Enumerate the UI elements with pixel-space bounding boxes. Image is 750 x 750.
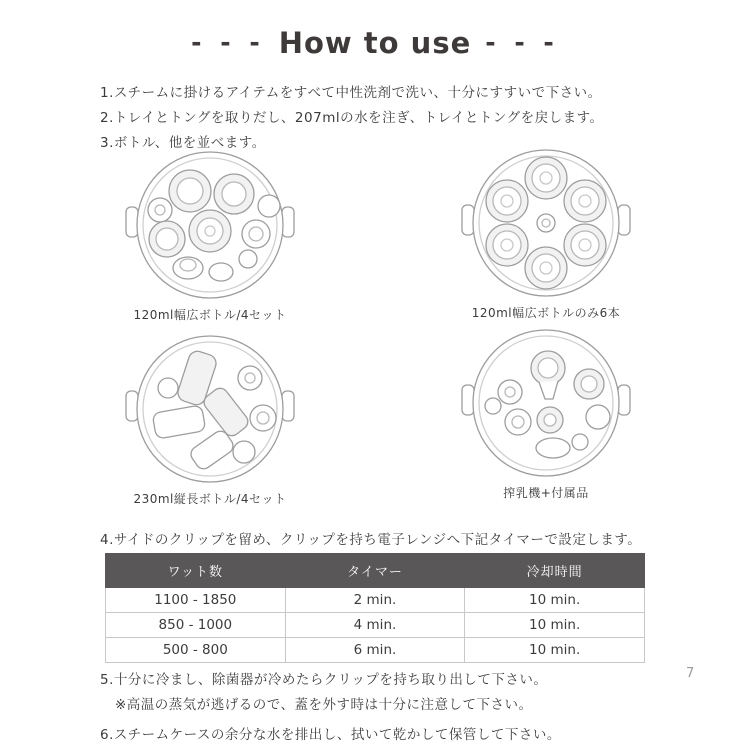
diagram-230ml-tall-4set bbox=[100, 330, 320, 507]
step-1: 1.スチームに掛けるアイテムをすべて中性洗剤で洗い、十分にすすいで下さい。 bbox=[100, 85, 602, 101]
title-dash-right: - - - bbox=[485, 28, 559, 57]
diagram-120ml-wide-6 bbox=[436, 144, 656, 321]
table-row bbox=[106, 613, 645, 638]
sterilizer-top-view-tall-bottles-illustration bbox=[122, 330, 298, 488]
step-2: 2.トレイとトングを取りだし、207mlの水を注ぎ、トレイとトングを戻します。 bbox=[100, 110, 604, 126]
page-title-text: How to use bbox=[278, 26, 472, 60]
step-6: 6.スチームケースの余分な水を排出し、拭いて乾かして保管して下さい。 bbox=[100, 727, 561, 743]
diagram-caption: 120ml幅広ボトルのみ6本 bbox=[471, 306, 621, 320]
sterilizer-top-view-wide-bottles-4set-illustration bbox=[122, 146, 298, 304]
step-3: 3.ボトル、他を並べます。 bbox=[100, 135, 266, 151]
sterilizer-top-view-six-wide-bottles-illustration bbox=[458, 144, 634, 302]
table-row bbox=[106, 638, 645, 663]
diagram-caption: 230ml縦長ボトル/4セット bbox=[133, 492, 287, 506]
table-header-timer: タイマー bbox=[285, 554, 465, 588]
diagram-120ml-wide-4set bbox=[100, 146, 320, 323]
microwave-timer-table bbox=[105, 553, 645, 663]
table-cell-cooling: 10 min. bbox=[465, 613, 645, 638]
step-5-note: ※高温の蒸気が逃げるので、蓋を外す時は十分に注意して下さい。 bbox=[115, 697, 533, 713]
diagram-breast-pump-accessories bbox=[436, 324, 656, 501]
table-cell-cooling: 10 min. bbox=[465, 638, 645, 663]
table-cell-timer: 6 min. bbox=[285, 638, 465, 663]
table-header-row bbox=[106, 554, 645, 588]
table-cell-timer: 4 min. bbox=[285, 613, 465, 638]
step-5: 5.十分に冷まし、除菌器が冷めたらクリップを持ち取り出して下さい。 bbox=[100, 672, 548, 688]
table-cell-wattage: 850 - 1000 bbox=[106, 613, 286, 638]
page-number: 7 bbox=[686, 666, 695, 681]
page-title bbox=[0, 26, 750, 60]
table-row bbox=[106, 588, 645, 613]
table-cell-wattage: 1100 - 1850 bbox=[106, 588, 286, 613]
table-cell-timer: 2 min. bbox=[285, 588, 465, 613]
table-header-cooling: 冷却時間 bbox=[465, 554, 645, 588]
step-4: 4.サイドのクリップを留め、クリップを持ち電子レンジへ下記タイマーで設定します。 bbox=[100, 532, 642, 548]
diagram-caption: 120ml幅広ボトル/4セット bbox=[133, 308, 287, 322]
diagram-caption: 搾乳機+付属品 bbox=[503, 486, 589, 500]
table-header-wattage: ワット数 bbox=[106, 554, 286, 588]
title-dash-left: - - - bbox=[191, 28, 265, 57]
table-cell-wattage: 500 - 800 bbox=[106, 638, 286, 663]
table-cell-cooling: 10 min. bbox=[465, 588, 645, 613]
sterilizer-top-view-breast-pump-illustration bbox=[458, 324, 634, 482]
